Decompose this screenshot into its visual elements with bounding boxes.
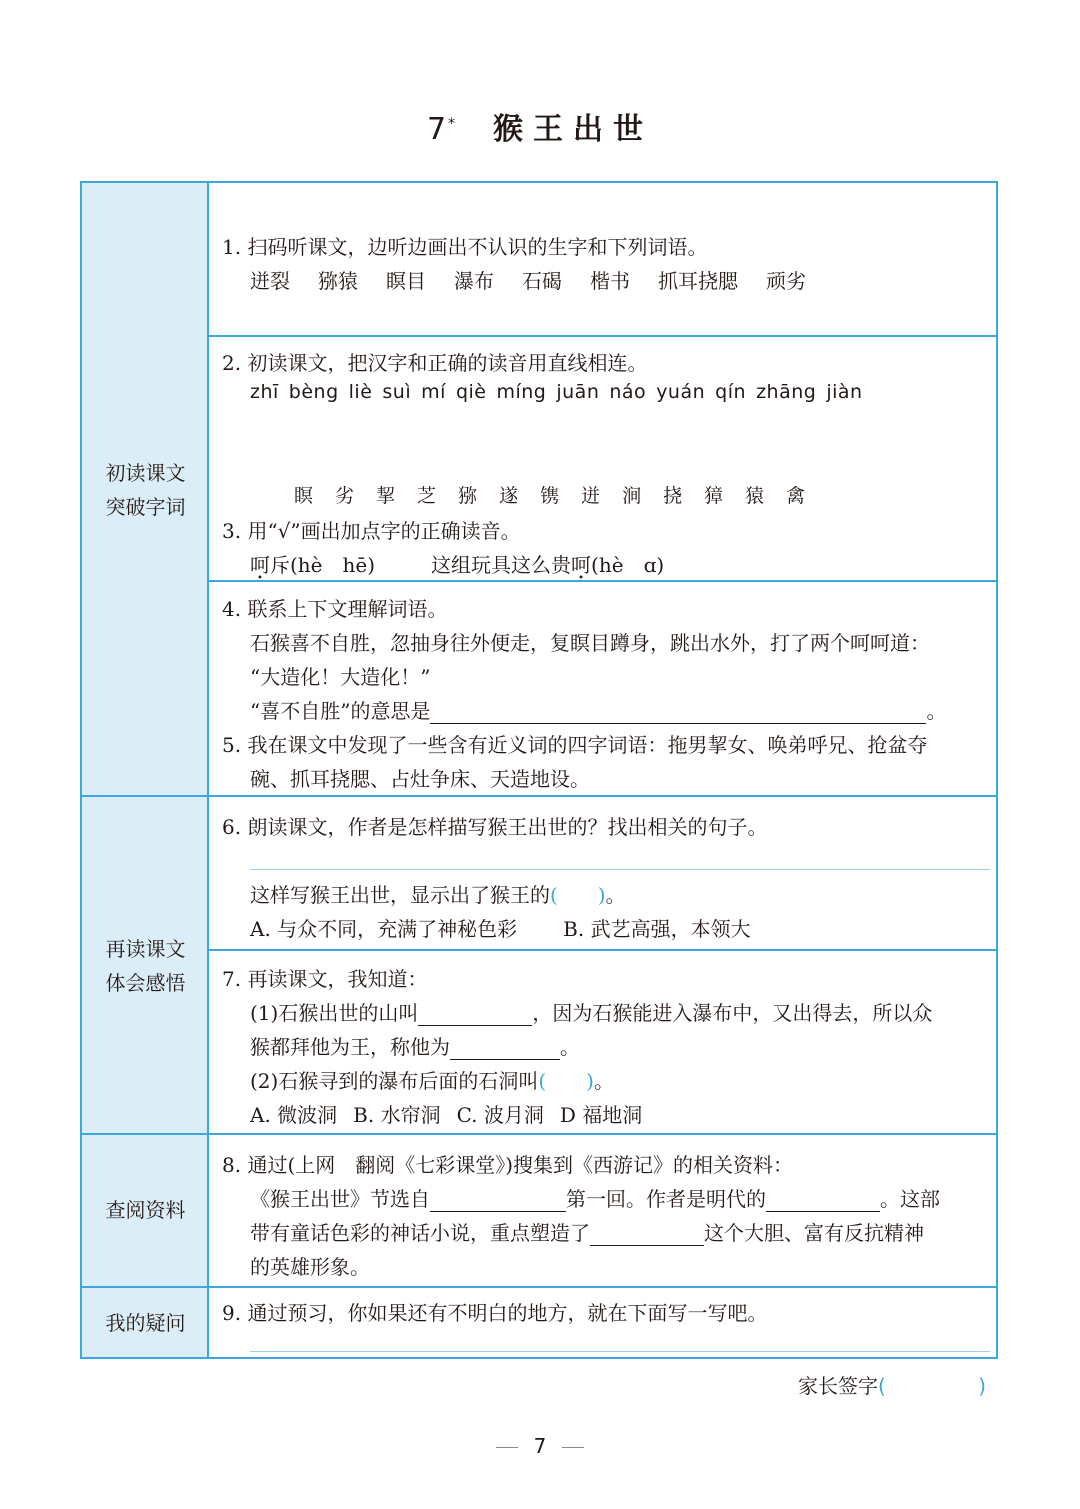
question-7-line2: 猴都拜他为王，称他为 。: [250, 1035, 580, 1059]
question-8-line2: 带有童话色彩的神话小说，重点塑造了 这个大胆、富有反抗精神: [250, 1221, 924, 1245]
character-item[interactable]: 挈: [376, 485, 396, 507]
vocab-word: 迸裂: [250, 269, 290, 293]
pinyin-item[interactable]: zhī: [250, 381, 279, 403]
question-5: 5. 我在课文中发现了一些含有近义词的四字词语：拖男挈女、唤弟呼兄、抢盆夺: [222, 733, 928, 757]
answer-line[interactable]: [250, 1351, 990, 1352]
question-8-line1: 《猴王出世》节选自 第一回。作者是明代的 。这部: [250, 1187, 940, 1211]
parent-signature: 家长签字( ): [798, 1374, 986, 1398]
signature-field[interactable]: ( ): [878, 1374, 986, 1398]
question-2: 2. 初读课文，把汉字和正确的读音用直线相连。: [222, 351, 648, 375]
passage-line: “大造化！大造化！”: [250, 665, 431, 689]
character-item[interactable]: 迸: [581, 485, 601, 507]
meaning-line: “喜不自胜”的意思是 。: [250, 699, 947, 723]
question-8: 8. 通过(上网 翻阅《七彩课堂》)搜集到《西游记》的相关资料：: [222, 1153, 794, 1177]
answer-blank[interactable]: [450, 1059, 560, 1060]
vocab-word: 石碣: [522, 269, 562, 293]
question-7: 7. 再读课文，我知道：: [222, 967, 428, 991]
character-item[interactable]: 猿: [745, 485, 765, 507]
pinyin-item[interactable]: bèng: [288, 381, 339, 403]
character-item[interactable]: 瞑: [294, 485, 314, 507]
lesson-name: 猴王出世: [493, 112, 654, 147]
pinyin-item[interactable]: suì: [382, 381, 412, 403]
question-5-cont: 碗、抓耳挠腮、占灶争床、天造地设。: [250, 767, 590, 791]
pinyin-row: [250, 381, 873, 403]
vocab-word: 猕猿: [318, 269, 358, 293]
option-a[interactable]: A. 微波洞: [250, 1103, 338, 1127]
pinyin-item[interactable]: mí: [421, 381, 446, 403]
character-item[interactable]: 涧: [622, 485, 642, 507]
lesson-title: [0, 104, 1080, 148]
section-label-research: 查阅资料: [105, 1198, 186, 1222]
answer-paren[interactable]: ( ): [550, 883, 606, 907]
character-item[interactable]: 禽: [786, 485, 806, 507]
question-7-line1: (1)石猴出世的山叫 ，因为石猴能进入瀑布中，又出得去，所以众: [250, 1001, 933, 1025]
section-label-first-reading: 初读课文 突破字词: [105, 461, 186, 519]
question-9: 9. 通过预习，你如果还有不明白的地方，就在下面写一写吧。: [222, 1301, 768, 1325]
section-label-rereading: 再读课文 体会感悟: [105, 937, 186, 995]
worksheet-table: [80, 181, 998, 1359]
question-6: 6. 朗读课文，作者是怎样描写猴王出世的？找出相关的句子。: [222, 815, 768, 839]
divider: [209, 580, 998, 582]
question-6-stem: 这样写猴王出世，显示出了猴王的( )。: [250, 883, 626, 907]
character-item[interactable]: 挠: [663, 485, 683, 507]
pinyin-item[interactable]: míng: [496, 381, 547, 403]
vocab-word: 顽劣: [766, 269, 806, 293]
pinyin-item[interactable]: jiàn: [826, 381, 863, 403]
character-item[interactable]: 镌: [540, 485, 560, 507]
question-1: 1. 扫码听课文，边听边画出不认识的生字和下列词语。: [222, 235, 708, 259]
pinyin-item[interactable]: liè: [348, 381, 373, 403]
question-6-options: [250, 913, 751, 942]
character-row: [294, 481, 827, 508]
divider: [209, 949, 998, 951]
passage-line: 石猴喜不自胜，忽抽身往外便走，复瞑目蹲身，跳出水外，打了两个呵呵道：: [250, 631, 930, 655]
character-item[interactable]: 劣: [335, 485, 355, 507]
answer-blank[interactable]: [590, 1245, 704, 1246]
section-label-questions: 我的疑问: [105, 1311, 186, 1335]
character-item[interactable]: 遂: [499, 485, 519, 507]
question-3: 3. 用“√”画出加点字的正确读音。: [222, 519, 521, 543]
divider: [209, 335, 998, 337]
pinyin-item[interactable]: yuán: [656, 381, 706, 403]
answer-line[interactable]: [250, 869, 990, 870]
pinyin-item[interactable]: zhāng: [756, 381, 817, 403]
character-item[interactable]: 芝: [417, 485, 437, 507]
option-a[interactable]: A. 与众不同，充满了神秘色彩: [250, 917, 518, 941]
choice-a[interactable]: 斥(hè hē): [270, 553, 376, 577]
option-b[interactable]: B. 武艺高强，本领大: [563, 917, 751, 941]
pinyin-item[interactable]: qín: [715, 381, 747, 403]
vocab-word: 瞑目: [386, 269, 426, 293]
page-number: 7: [0, 1434, 1080, 1458]
question-8-line3: 的英雄形象。: [250, 1255, 370, 1279]
option-b[interactable]: B. 水帘洞: [353, 1103, 441, 1127]
option-d[interactable]: D 福地洞: [559, 1103, 643, 1127]
answer-blank[interactable]: [430, 1211, 566, 1212]
lesson-number: 7*: [426, 112, 458, 147]
section-sidebar: [82, 183, 209, 1357]
pinyin-item[interactable]: náo: [609, 381, 647, 403]
answer-blank[interactable]: [766, 1211, 880, 1212]
answer-blank[interactable]: [418, 1025, 532, 1026]
vocab-list: [250, 265, 834, 294]
character-item[interactable]: 猕: [458, 485, 478, 507]
question-4: 4. 联系上下文理解词语。: [222, 597, 448, 621]
pronunciation-choices: 呵斥(hè hē) 这组玩具这么贵呵(hè ɑ): [250, 553, 665, 577]
choice-b[interactable]: (hè ɑ): [591, 553, 665, 577]
divider: [82, 795, 998, 797]
question-7-options: [250, 1099, 670, 1128]
divider: [82, 1133, 998, 1135]
pinyin-item[interactable]: juān: [556, 381, 600, 403]
option-c[interactable]: C. 波月洞: [456, 1103, 544, 1127]
character-item[interactable]: 獐: [704, 485, 724, 507]
vocab-word: 瀑布: [454, 269, 494, 293]
vocab-word: 楷书: [590, 269, 630, 293]
answer-blank[interactable]: [430, 723, 926, 724]
vocab-word: 抓耳挠腮: [658, 269, 738, 293]
pinyin-item[interactable]: qiè: [455, 381, 487, 403]
answer-paren[interactable]: ( ): [538, 1069, 594, 1093]
question-7-line3: (2)石猴寻到的瀑布后面的石洞叫( )。: [250, 1069, 614, 1093]
divider: [82, 1286, 998, 1288]
